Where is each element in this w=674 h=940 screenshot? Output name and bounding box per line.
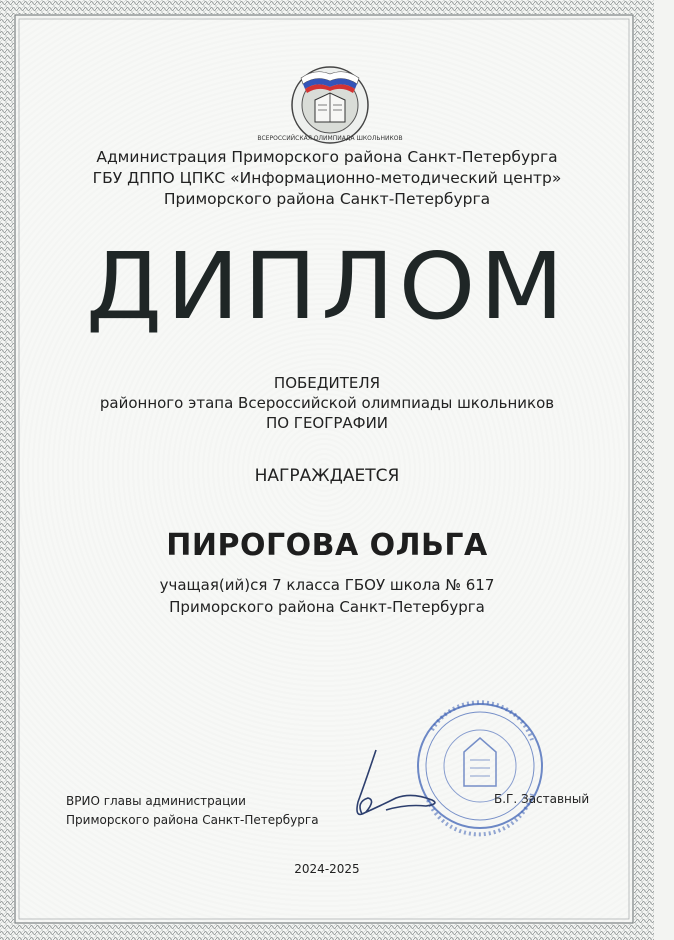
recipient-class-line: учащая(ий)ся 7 класса ГБОУ школа № 617	[159, 576, 495, 594]
handwritten-signature	[336, 740, 446, 830]
emblem-ring-text: ВСЕРОССИЙСКАЯ ОЛИМПИАДА ШКОЛЬНИКОВ	[257, 135, 403, 142]
issuer-line-1: Администрация Приморского района Санкт-Петербурга	[96, 148, 558, 166]
issuer-header	[40, 147, 614, 210]
signatory-position	[66, 792, 319, 830]
recipient-district-line: Приморского района Санкт-Петербурга	[169, 598, 485, 616]
signatory-name: Б.Г. Заставный	[494, 792, 590, 806]
winner-line-2: районного этапа Всероссийской олимпиады школьников	[99, 394, 555, 412]
olympiad-emblem	[257, 60, 403, 146]
signatory-position-line-1: ВРИО главы администрации	[66, 794, 246, 808]
winner-line-1: ПОБЕДИТЕЛЯ	[273, 374, 381, 392]
diploma-title: ДИПЛОМ	[85, 233, 569, 340]
issuer-line-2: ГБУ ДППО ЦПКС «Информационно-методический центр»	[92, 169, 562, 187]
recipient-name: ПИРОГОВА ОЛЬГА	[166, 528, 488, 563]
winner-line-3: ПО ГЕОГРАФИИ	[265, 414, 389, 432]
recipient-details	[40, 574, 614, 618]
issuer-line-3: Приморского района Санкт-Петербурга	[163, 190, 491, 208]
awarded-label: НАГРАЖДАЕТСЯ	[254, 466, 400, 486]
winner-block	[40, 373, 614, 433]
academic-year: 2024-2025	[294, 862, 360, 876]
signatory-position-line-2: Приморского района Санкт-Петербурга	[66, 813, 319, 827]
